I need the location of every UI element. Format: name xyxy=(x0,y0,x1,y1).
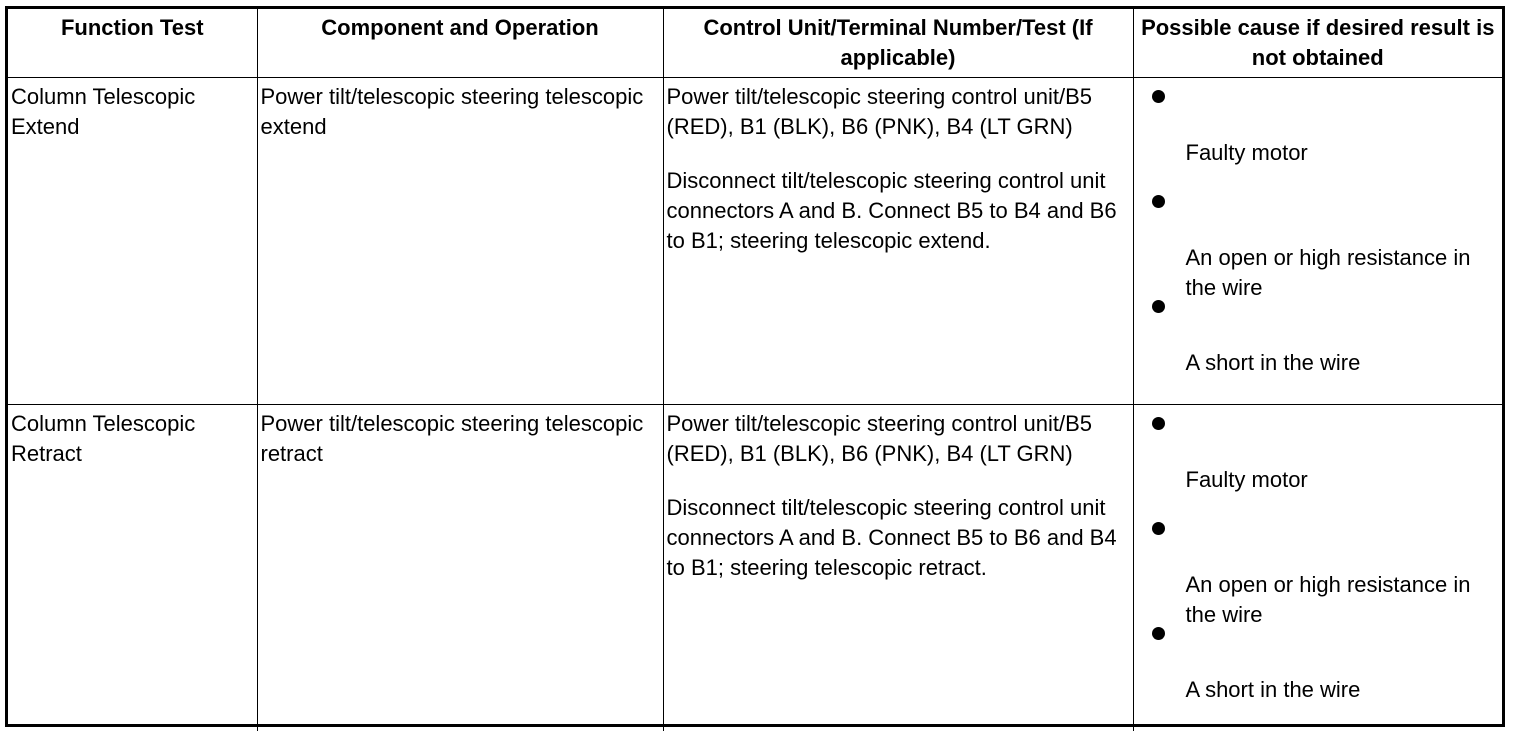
component-cell xyxy=(257,405,663,732)
cause-text: A short in the wire xyxy=(1185,677,1361,702)
control-unit-text: Power tilt/telescopic steering control unit/B5 (RED), B1 (BLK), B6 (PNK), B4 (LT GRN) xyxy=(666,411,1093,466)
header-control-unit-test: Control Unit/Terminal Number/Test (If applicable) xyxy=(663,9,1133,78)
control-unit-cell xyxy=(663,78,1133,405)
function-test-table xyxy=(8,9,1502,731)
cause-text: An open or high resistance in the wire xyxy=(1185,572,1471,627)
control-unit-cell xyxy=(663,405,1133,732)
table-row xyxy=(8,405,1502,732)
function-test-cell xyxy=(8,405,257,732)
cause-item xyxy=(1134,84,1503,189)
cause-item xyxy=(1134,294,1503,399)
bullet-icon xyxy=(1152,627,1165,640)
test-procedure-text: Disconnect tilt/telescopic steering control unit connectors A and B. Connect B5 to B4 and B6 to B1; steering telescopic extend. xyxy=(666,168,1117,253)
cause-text: Faulty motor xyxy=(1185,140,1308,165)
bullet-icon xyxy=(1152,522,1165,535)
header-component-operation: Component and Operation xyxy=(257,9,663,78)
test-procedure-text: Disconnect tilt/telescopic steering control unit connectors A and B. Connect B5 to B6 and B4 to B1; steering telescopic retract. xyxy=(666,495,1117,580)
cause-text: An open or high resistance in the wire xyxy=(1185,245,1471,300)
table-row xyxy=(8,78,1502,405)
bullet-icon xyxy=(1152,417,1165,430)
component-text: Power tilt/telescopic steering telescopic extend xyxy=(260,84,644,139)
cause-item xyxy=(1134,516,1503,627)
bullet-icon xyxy=(1152,300,1165,313)
bullet-icon xyxy=(1152,195,1165,208)
diagnostic-table-frame xyxy=(5,6,1505,727)
header-function-test: Function Test xyxy=(8,9,257,78)
table-header-row xyxy=(8,9,1502,78)
control-unit-text: Power tilt/telescopic steering control unit/B5 (RED), B1 (BLK), B6 (PNK), B4 (LT GRN) xyxy=(666,84,1093,139)
cause-list xyxy=(1134,405,1503,726)
bullet-icon xyxy=(1152,90,1165,103)
component-text: Power tilt/telescopic steering telescopic retract xyxy=(260,411,644,466)
cause-item xyxy=(1134,411,1503,516)
function-test-text: Column Telescopic Extend xyxy=(11,84,196,139)
cause-list xyxy=(1134,78,1503,399)
possible-cause-cell xyxy=(1133,78,1502,405)
cause-text: A short in the wire xyxy=(1185,350,1361,375)
cause-item xyxy=(1134,189,1503,300)
cause-text: Faulty motor xyxy=(1185,467,1308,492)
function-test-cell xyxy=(8,78,257,405)
component-cell xyxy=(257,78,663,405)
function-test-text: Column Telescopic Retract xyxy=(11,411,196,466)
header-possible-cause: Possible cause if desired result is not obtained xyxy=(1133,9,1502,78)
possible-cause-cell xyxy=(1133,405,1502,732)
cause-item xyxy=(1134,621,1503,726)
